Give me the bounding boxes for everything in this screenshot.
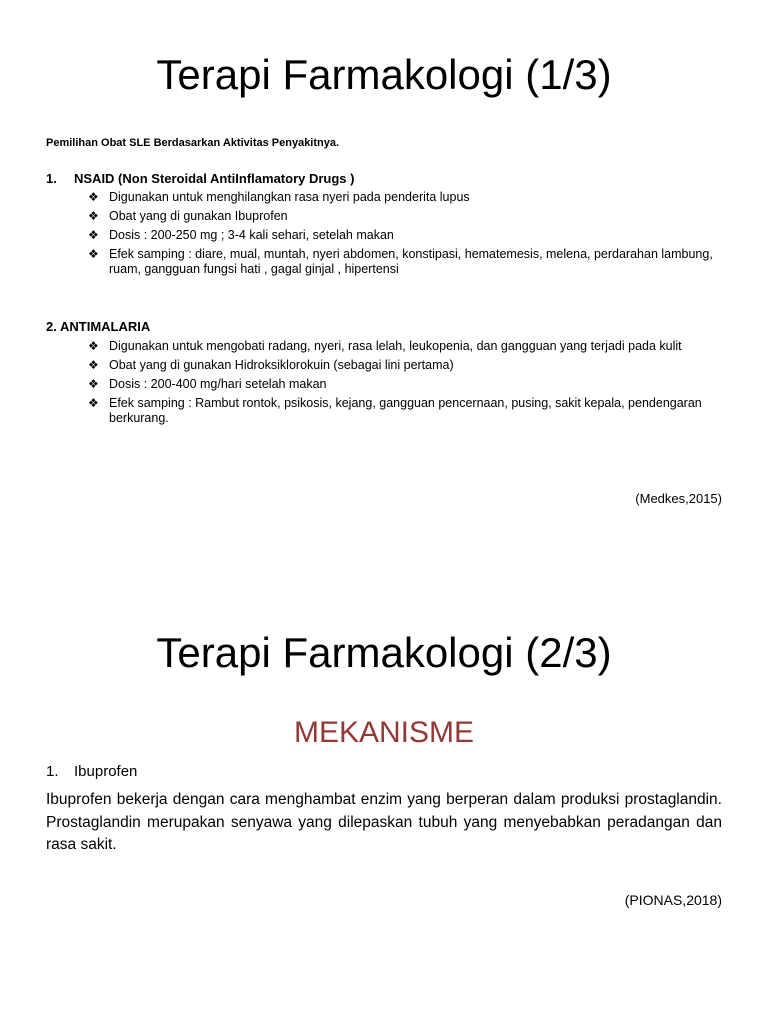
list-item xyxy=(88,228,728,243)
slide-2 xyxy=(0,580,768,1024)
section-2-bullet-list xyxy=(88,339,728,430)
section-1-label: NSAID (Non Steroidal AntiInflamatory Drugs ) xyxy=(74,171,355,186)
diamond-bullet-icon: ❖ xyxy=(88,209,99,223)
diamond-bullet-icon: ❖ xyxy=(88,377,99,391)
section-2-number: 2. xyxy=(46,319,57,334)
list-item xyxy=(88,247,728,277)
section-1-number: 1. xyxy=(46,171,57,186)
slide-1-title: Terapi Farmakologi (1/3) xyxy=(156,51,612,98)
section-1-bullet-list xyxy=(88,190,728,281)
list-item-text: Efek samping : Rambut rontok, psikosis, kejang, gangguan pencernaan, pusing, sakit kepala, pendengaran berkurang. xyxy=(109,396,702,425)
list-item xyxy=(88,377,728,392)
diamond-bullet-icon: ❖ xyxy=(88,396,99,410)
citation: (PIONAS,2018) xyxy=(624,892,722,908)
section-1-heading xyxy=(46,171,354,186)
diamond-bullet-icon: ❖ xyxy=(88,228,99,242)
diamond-bullet-icon: ❖ xyxy=(88,247,99,261)
item-label: Ibuprofen xyxy=(74,763,138,780)
list-item-text: Efek samping : diare, mual, muntah, nyeri abdomen, konstipasi, hematemesis, melena, perdarahan lambung, ruam, gangguan fungsi hati , gagal ginjal , hipertensi xyxy=(109,247,713,276)
list-item-text: Digunakan untuk mengobati radang, nyeri, rasa lelah, leukopenia, dan gangguan yang terjadi pada kulit xyxy=(109,339,682,353)
diamond-bullet-icon: ❖ xyxy=(88,358,99,372)
diamond-bullet-icon: ❖ xyxy=(88,190,99,204)
list-item xyxy=(88,339,728,354)
item-number: 1. xyxy=(46,763,59,780)
numbered-item xyxy=(46,763,137,780)
list-item-text: Dosis : 200-400 mg/hari setelah makan xyxy=(109,377,327,391)
section-2-heading xyxy=(46,319,150,334)
list-item xyxy=(88,190,728,205)
section-2-label: ANTIMALARIA xyxy=(59,319,151,334)
list-item xyxy=(88,358,728,373)
slide-2-title: Terapi Farmakologi (2/3) xyxy=(156,629,612,676)
list-item xyxy=(88,396,728,426)
intro-text: Pemilihan Obat SLE Berdasarkan Aktivitas Penyakitnya. xyxy=(46,137,340,149)
diamond-bullet-icon: ❖ xyxy=(88,339,99,353)
list-item xyxy=(88,209,728,224)
list-item-text: Digunakan untuk menghilangkan rasa nyeri pada penderita lupus xyxy=(109,190,470,204)
citation: (Medkes,2015) xyxy=(635,491,722,506)
list-item-text: Obat yang di gunakan Ibuprofen xyxy=(109,209,288,223)
mechanism-heading: MEKANISME xyxy=(293,716,475,749)
list-item-text: Dosis : 200-250 mg ; 3-4 kali sehari, setelah makan xyxy=(109,228,394,242)
mechanism-paragraph: Ibuprofen bekerja dengan cara menghambat enzim yang berperan dalam produksi prostaglandin. Prostaglandin merupakan senyawa yang dilepaskan tubuh yang menyebabkan peradangan dan rasa sakit. xyxy=(46,791,722,853)
list-item-text: Obat yang di gunakan Hidroksiklorokuin (sebagai lini pertama) xyxy=(109,358,454,372)
